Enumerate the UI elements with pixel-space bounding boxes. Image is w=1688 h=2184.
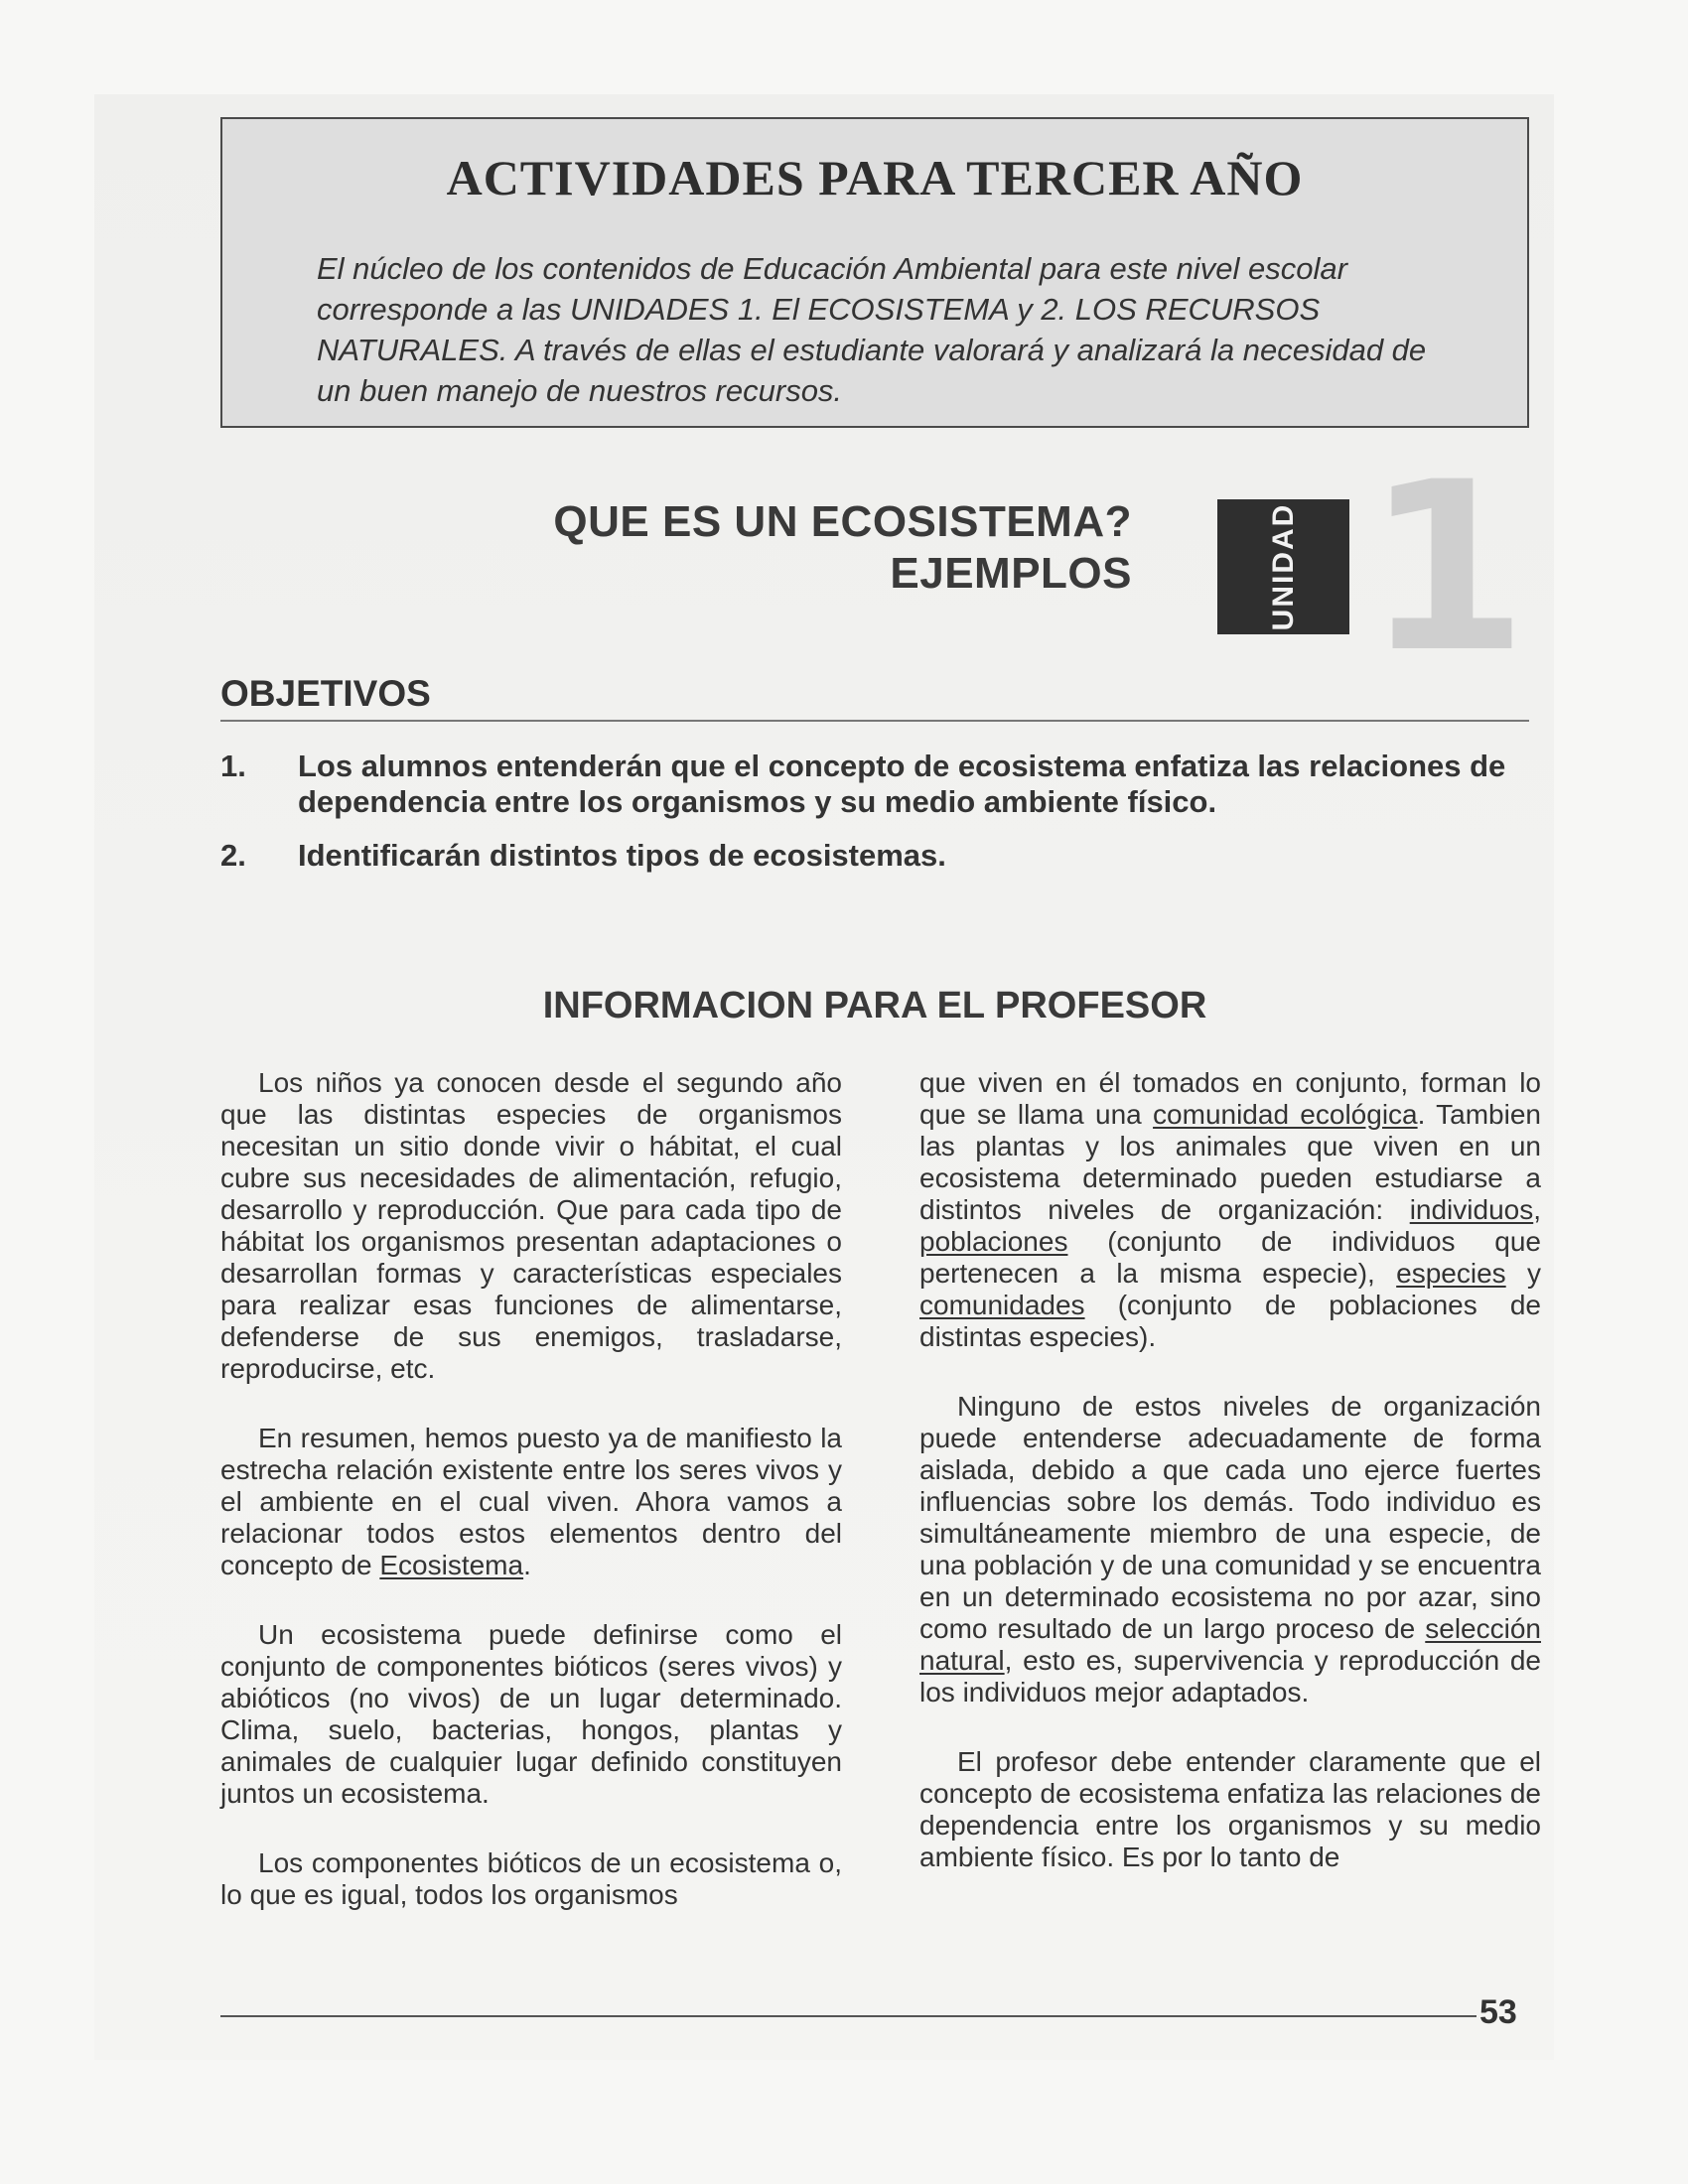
header-title: ACTIVIDADES PARA TERCER AÑO [446, 150, 1304, 205]
paragraph: Un ecosistema puede definirse como el conjunto de componentes bióticos (seres vivos) y abióticos (no vivos) de un lugar determinado. Clima, suelo, bacterias, hongos, plantas y animales de cualquier lugar definido constituyen juntos un ecosistema. [220, 1619, 842, 1809]
paragraph: El profesor debe entender claramente que el concepto de ecosistema enfatiza las relaciones de dependencia entre los organismos y su medio ambiente físico. Es por lo tanto de [919, 1746, 1541, 1872]
unit-title [553, 496, 1132, 600]
text-run: que viven en él tomados en conjunto, forman lo que se llama una [919, 1067, 1541, 1130]
underlined-term: comunidades [919, 1290, 1085, 1320]
objective-text: Identificarán distintos tipos de ecosistemas. [298, 838, 946, 873]
objective-item [220, 749, 1531, 820]
right-text-column [919, 1067, 1541, 1911]
objective-number: 2. [220, 838, 246, 873]
paragraph [919, 1067, 1541, 1353]
section-title: INFORMACION PARA EL PROFESOR [542, 985, 1207, 1026]
text-run: . Tambien las plantas y los animales que viven en un ecosistema determinado pueden estudiarse a distintos niveles de organización: [919, 1099, 1541, 1225]
text-run: En resumen, hemos puesto ya de manifiesto la estrecha relación existente entre los seres vivos y el ambiente en el cual viven. Ahora vamos a relacionar todos estos elementos dentro del concepto de [220, 1423, 842, 1580]
footer-divider [220, 2015, 1477, 2017]
page-number: 53 [1479, 1993, 1517, 2031]
paragraph: Los componentes bióticos de un ecosistema o, lo que es igual, todos los organismos [220, 1847, 842, 1910]
unit-number: 1 [1365, 433, 1528, 704]
unit-title-line-2: EJEMPLOS [890, 549, 1132, 598]
underlined-term: especies [1396, 1258, 1506, 1289]
text-run: y [1505, 1258, 1541, 1289]
unit-badge-label: UNIDAD [1266, 502, 1300, 631]
text-run: . [523, 1550, 531, 1580]
unit-title-line-1: QUE ES UN ECOSISTEMA? [553, 497, 1132, 546]
header-intro-text: El núcleo de los contenidos de Educación Ambiental para este nivel escolar corresponde a las UNIDADES 1. El ECOSISTEMA y 2. LOS RECURSOS NATURALES. A través de ellas el estudiante valorará y analizará la necesidad de un buen manejo de nuestros recursos. [317, 251, 1427, 408]
underlined-term: individuos [1409, 1194, 1534, 1225]
unit-badge [1217, 499, 1349, 634]
paragraph [220, 1423, 842, 1581]
objective-text: Los alumnos entenderán que el concepto de ecosistema enfatiza las relaciones de dependencia entre los organismos y su medio ambiente físico. [298, 749, 1506, 819]
objectives-list [220, 749, 1531, 884]
text-run: (conjunto de individuos que pertenecen a la misma especie), [919, 1226, 1541, 1289]
activities-header-box [220, 117, 1529, 428]
underlined-term: Ecosistema [379, 1550, 524, 1580]
underlined-term: poblaciones [919, 1226, 1068, 1257]
paragraph: Los niños ya conocen desde el segundo año que las distintas especies de organismos necesitan un sitio donde vivir o hábitat, el cual cubre sus necesidades de alimentación, refugio, desarrollo y reproducción. Que para cada tipo de hábitat los organismos presentan adaptaciones o desarrollan formas y características especiales para realizar esas funciones de alimentarse, defenderse de sus enemigos, trasladarse, reproducirse, etc. [220, 1067, 842, 1384]
objective-item [220, 838, 1531, 874]
text-run: (conjunto de poblaciones de distintas especies). [919, 1290, 1541, 1352]
paragraph [919, 1391, 1541, 1708]
objectives-divider [220, 720, 1529, 722]
underlined-term: selección natural [919, 1613, 1541, 1676]
text-run: , esto es, supervivencia y reproducción de los individuos mejor adaptados. [919, 1645, 1541, 1707]
text-run: , [1533, 1194, 1541, 1225]
objectives-heading: OBJETIVOS [220, 673, 431, 714]
text-run: Ninguno de estos niveles de organización puede entenderse adecuadamente de forma aislada, debido a que cada uno ejerce fuertes influencias sobre los demás. Todo individuo es simultáneamente miembro de una especie, de una población y de una comunidad y se encuentra en un determinado ecosistema no por azar, sino como resultado de un largo proceso de [919, 1391, 1541, 1644]
left-text-column [220, 1067, 842, 1949]
objective-number: 1. [220, 749, 246, 783]
underlined-term: comunidad ecológica [1153, 1099, 1418, 1130]
